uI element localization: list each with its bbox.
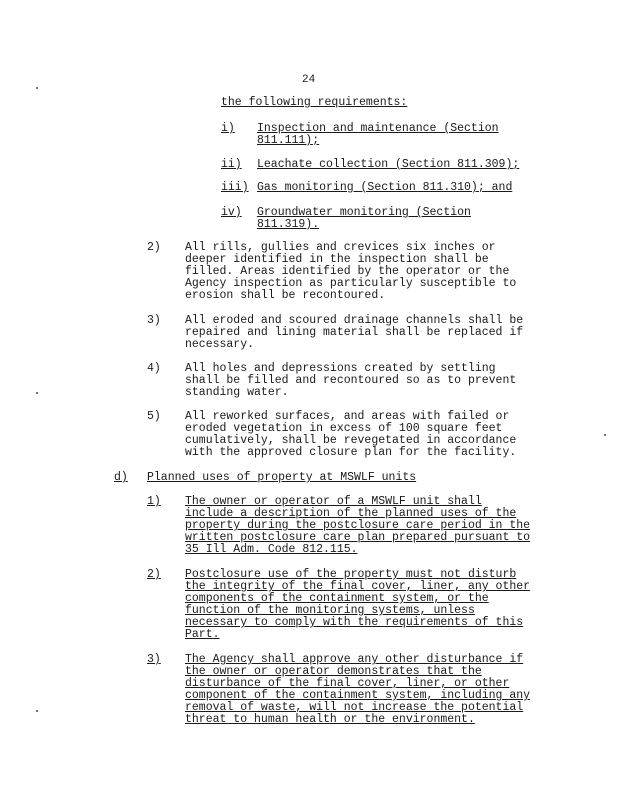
item-text-line: deeper identified in the inspection shall be: [185, 253, 489, 266]
item-text-line: filled. Areas identified by the operator or the: [185, 265, 510, 278]
item-text-line: Postclosure use of the property must not disturb: [185, 568, 517, 581]
item-number: 2): [147, 241, 161, 254]
item-text-line: removal of waste, will not increase the potential: [185, 701, 524, 714]
item-text-line: standing water.: [185, 386, 289, 399]
item-text-line: function of the monitoring systems, unless: [185, 604, 475, 617]
item-text-line: All reworked surfaces, and areas with failed or: [185, 410, 510, 423]
item-text-line: written postclosure care plan prepared pursuant to: [185, 531, 531, 544]
item-number: 1): [147, 495, 161, 508]
intro-line: the following requirements:: [221, 96, 408, 109]
item-text-line: repaired and lining material shall be replaced if: [185, 326, 524, 339]
item-text-line: component of the containment system, including any: [185, 689, 531, 702]
scan-speck: [36, 710, 38, 712]
requirement-number: i): [221, 122, 235, 135]
requirement-text-line: Groundwater monitoring (Section: [257, 206, 471, 219]
requirement-text-line: 811.111);: [257, 134, 320, 147]
item-text-line: threat to human health or the environment.: [185, 713, 475, 726]
item-text-line: The Agency shall approve any other disturbance if: [185, 653, 524, 666]
requirement-number: iii): [221, 181, 249, 194]
item-number: 4): [147, 362, 161, 375]
item-number: 2): [147, 568, 161, 581]
requirement-number: iv): [221, 206, 242, 219]
item-text-line: disturbance of the final cover, liner, or other: [185, 677, 510, 690]
item-text-line: Agency inspection as particularly susceptible to: [185, 277, 517, 290]
item-number: 3): [147, 653, 161, 666]
item-text-line: cumulatively, shall be revegetated in accordance: [185, 434, 517, 447]
item-number: 3): [147, 314, 161, 327]
item-text-line: Part.: [185, 628, 220, 641]
requirement-text-line: Leachate collection (Section 811.309);: [257, 158, 520, 171]
item-text-line: shall be filled and recontoured so as to prevent: [185, 374, 517, 387]
scan-speck: [36, 87, 38, 89]
item-text-line: All eroded and scoured drainage channels shall be: [185, 314, 524, 327]
page-number: 24: [302, 74, 316, 86]
item-text-line: All holes and depressions created by settling: [185, 362, 496, 375]
requirement-text-line: 811.319).: [257, 218, 320, 231]
item-text-line: the owner or operator demonstrates that the: [185, 665, 482, 678]
section-heading: Planned uses of property at MSWLF units: [147, 471, 417, 484]
item-text-line: components of the containment system, or the: [185, 592, 489, 605]
item-text-line: 35 Ill Adm. Code 812.115.: [185, 543, 358, 556]
item-text-line: necessary to comply with the requirements of this: [185, 616, 524, 629]
item-text-line: erosion shall be recontoured.: [185, 289, 386, 302]
item-text-line: The owner or operator of a MSWLF unit shall: [185, 495, 482, 508]
item-text-line: with the approved closure plan for the facility.: [185, 446, 517, 459]
requirement-number: ii): [221, 158, 242, 171]
item-text-line: include a description of the planned uses of the: [185, 507, 517, 520]
item-number: 5): [147, 410, 161, 423]
item-text-line: property during the postclosure care period in the: [185, 519, 531, 532]
item-text-line: eroded vegetation in excess of 100 square feet: [185, 422, 503, 435]
item-text-line: the integrity of the final cover, liner, any other: [185, 580, 531, 593]
requirement-text-line: Gas monitoring (Section 811.310); and: [257, 181, 513, 194]
scan-speck: [36, 392, 38, 394]
requirement-text-line: Inspection and maintenance (Section: [257, 122, 499, 135]
item-text-line: necessary.: [185, 338, 255, 351]
item-text-line: All rills, gullies and crevices six inches or: [185, 241, 496, 254]
scan-speck: [604, 434, 606, 436]
section-label: d): [114, 471, 128, 484]
